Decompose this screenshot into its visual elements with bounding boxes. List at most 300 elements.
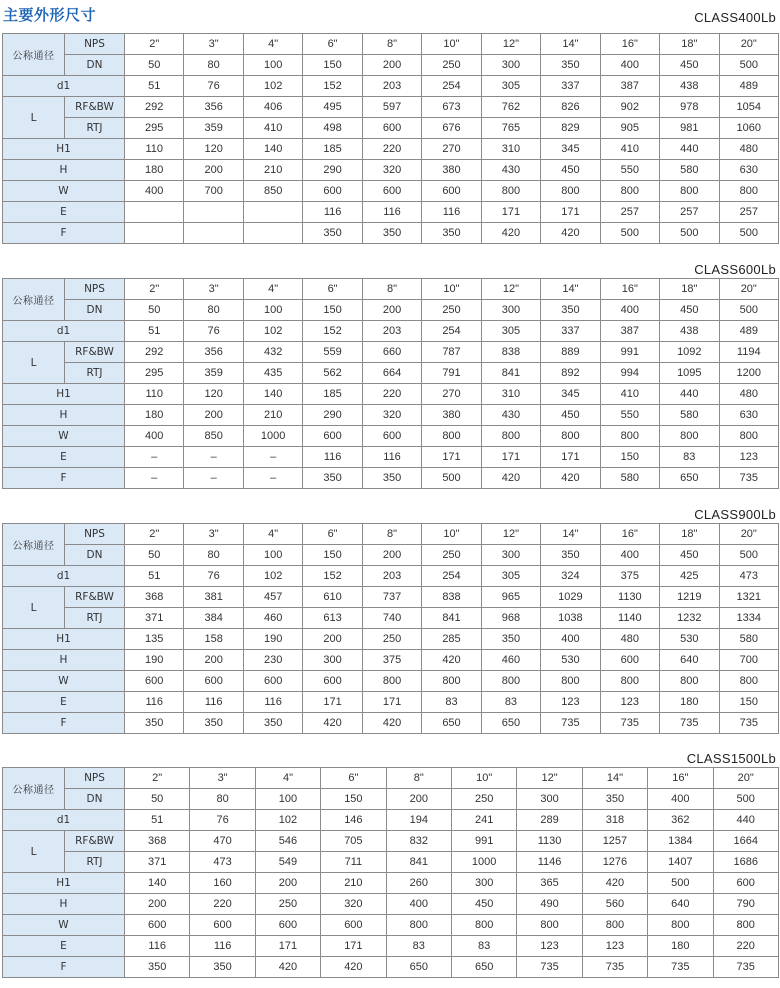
table-cell: 800 <box>541 671 600 692</box>
table-cell: 250 <box>362 629 421 650</box>
table-cell: 420 <box>481 223 540 244</box>
table-cell: 700 <box>184 181 243 202</box>
table-cell: 8" <box>362 279 421 300</box>
table-cell: 203 <box>362 321 421 342</box>
table-cell: 160 <box>190 873 255 894</box>
table-cell: 20" <box>719 34 778 55</box>
table-cell: 20" <box>719 279 778 300</box>
table-cell: 14" <box>541 34 600 55</box>
table-cell: 254 <box>422 566 481 587</box>
table-cell: – <box>184 447 243 468</box>
table-cell: 498 <box>303 118 362 139</box>
table-cell: 210 <box>321 873 386 894</box>
table-row <box>3 768 779 789</box>
table-cell: 257 <box>719 202 778 223</box>
table-cell <box>243 223 302 244</box>
table-cell: 380 <box>422 160 481 181</box>
table-cell: 440 <box>660 384 719 405</box>
table-cell: 549 <box>255 852 320 873</box>
table-cell: 800 <box>481 671 540 692</box>
table-cell: 4" <box>243 279 302 300</box>
table-cell: 2" <box>125 34 184 55</box>
table-cell: 630 <box>719 405 778 426</box>
table-cell: 826 <box>541 97 600 118</box>
table-cell <box>184 202 243 223</box>
table-cell: 600 <box>422 181 481 202</box>
table-cell: 368 <box>125 587 184 608</box>
table-cell: 6" <box>303 34 362 55</box>
table-cell: 185 <box>303 139 362 160</box>
table-cell: 735 <box>719 468 778 489</box>
table-cell: 800 <box>422 671 481 692</box>
table-cell: 368 <box>125 831 190 852</box>
table-cell: 800 <box>660 671 719 692</box>
d1-header: d1 <box>3 810 125 831</box>
table-row <box>3 447 779 468</box>
table-cell: 559 <box>303 342 362 363</box>
table-cell: 171 <box>541 202 600 223</box>
e-header: E <box>3 202 125 223</box>
table-cell: 257 <box>660 202 719 223</box>
table-cell: 981 <box>660 118 719 139</box>
table-cell: 171 <box>362 692 421 713</box>
dn-header: DN <box>65 55 125 76</box>
table-cell: 180 <box>125 160 184 181</box>
table-cell: 800 <box>582 915 647 936</box>
table-cell: 790 <box>713 894 778 915</box>
table-cell: 562 <box>303 363 362 384</box>
table-cell: 787 <box>422 342 481 363</box>
table-row <box>3 363 779 384</box>
table-cell: 350 <box>422 223 481 244</box>
table-cell: 791 <box>422 363 481 384</box>
table-row <box>3 384 779 405</box>
table-row <box>3 713 779 734</box>
table-cell: 305 <box>481 76 540 97</box>
table-cell: 123 <box>541 692 600 713</box>
table-cell: 14" <box>582 768 647 789</box>
table-cell: 14" <box>541 524 600 545</box>
table-cell: 220 <box>190 894 255 915</box>
table-cell: 420 <box>255 957 320 978</box>
table-cell: 375 <box>362 650 421 671</box>
table-cell: 171 <box>541 447 600 468</box>
table-cell: 10" <box>451 768 516 789</box>
table-cell: 200 <box>303 629 362 650</box>
table-cell: 10" <box>422 34 481 55</box>
table-cell: 100 <box>243 55 302 76</box>
table-cell: 600 <box>362 426 421 447</box>
table-cell: 1257 <box>582 831 647 852</box>
table-cell: 800 <box>481 426 540 447</box>
table-cell: 123 <box>517 936 582 957</box>
table-cell: 2" <box>125 768 190 789</box>
table-cell: 435 <box>243 363 302 384</box>
f-header: F <box>3 468 125 489</box>
table-cell: 150 <box>321 789 386 810</box>
table-cell: 613 <box>303 608 362 629</box>
table-cell: 6" <box>303 524 362 545</box>
table-cell: 597 <box>362 97 421 118</box>
table-cell: 300 <box>517 789 582 810</box>
table-cell: 892 <box>541 363 600 384</box>
table-cell: 905 <box>600 118 659 139</box>
table-cell: – <box>125 468 184 489</box>
table-cell: 600 <box>255 915 320 936</box>
table-cell: 600 <box>303 426 362 447</box>
table-cell: 800 <box>451 915 516 936</box>
table-cell: 800 <box>648 915 713 936</box>
table-cell: 83 <box>481 692 540 713</box>
table-cell: 711 <box>321 852 386 873</box>
table-cell: 16" <box>600 279 659 300</box>
table-cell: 600 <box>243 671 302 692</box>
table-cell: 318 <box>582 810 647 831</box>
table-cell: 495 <box>303 97 362 118</box>
table-cell: 640 <box>660 650 719 671</box>
table-cell: 51 <box>125 321 184 342</box>
table-cell: 200 <box>362 55 421 76</box>
table-cell: 320 <box>362 160 421 181</box>
table-cell <box>125 223 184 244</box>
table-cell: 432 <box>243 342 302 363</box>
table-cell: 350 <box>362 223 421 244</box>
table-cell: 700 <box>719 650 778 671</box>
table-cell: 580 <box>719 629 778 650</box>
table-cell: 171 <box>303 692 362 713</box>
table-row <box>3 342 779 363</box>
w-header: W <box>3 671 125 692</box>
table-row <box>3 321 779 342</box>
table-cell: 650 <box>451 957 516 978</box>
table-cell: 991 <box>600 342 659 363</box>
d1-header: d1 <box>3 566 125 587</box>
table-cell: 16" <box>600 34 659 55</box>
table-cell: 80 <box>184 545 243 566</box>
table-cell: 80 <box>190 789 255 810</box>
table-cell: 150 <box>303 300 362 321</box>
table-cell: 1232 <box>660 608 719 629</box>
table-cell: 387 <box>600 76 659 97</box>
table-cell: 10" <box>422 279 481 300</box>
table-row <box>3 300 779 321</box>
table-cell: 735 <box>541 713 600 734</box>
l-header: L <box>3 97 65 139</box>
table-cell: 500 <box>648 873 713 894</box>
table-cell: 76 <box>184 566 243 587</box>
table-cell: 83 <box>660 447 719 468</box>
table-row <box>3 223 779 244</box>
table-row <box>3 789 779 810</box>
table-cell: 410 <box>243 118 302 139</box>
table-cell: 380 <box>422 405 481 426</box>
table-cell: 660 <box>362 342 421 363</box>
table-cell: 600 <box>303 181 362 202</box>
table-cell: 200 <box>362 300 421 321</box>
table-cell: 630 <box>719 160 778 181</box>
table-cell: 1054 <box>719 97 778 118</box>
dimension-table <box>2 523 779 734</box>
table-cell: 1219 <box>660 587 719 608</box>
table-row <box>3 831 779 852</box>
table-cell: 400 <box>125 181 184 202</box>
table-cell: 450 <box>660 545 719 566</box>
table-cell: 8" <box>362 524 421 545</box>
table-cell: 650 <box>386 957 451 978</box>
table-cell: 500 <box>719 545 778 566</box>
table-cell: 359 <box>184 363 243 384</box>
table-cell: 200 <box>125 894 190 915</box>
table-cell: 1146 <box>517 852 582 873</box>
table-cell: 800 <box>600 426 659 447</box>
table-cell: 735 <box>582 957 647 978</box>
table-cell: 440 <box>660 139 719 160</box>
table-cell: 1130 <box>517 831 582 852</box>
table-cell: 50 <box>125 789 190 810</box>
table-cell: 345 <box>541 384 600 405</box>
table-cell: 530 <box>541 650 600 671</box>
table-cell: 140 <box>125 873 190 894</box>
table-cell: 1384 <box>648 831 713 852</box>
table-cell: 480 <box>719 139 778 160</box>
table-cell: 473 <box>719 566 778 587</box>
table-cell: 600 <box>125 915 190 936</box>
nominal-diameter-header: 公称通径 <box>3 524 65 566</box>
table-cell: 425 <box>660 566 719 587</box>
table-cell: 116 <box>125 936 190 957</box>
table-cell: 116 <box>303 447 362 468</box>
table-cell: 902 <box>600 97 659 118</box>
table-cell: 450 <box>541 160 600 181</box>
table-cell: 200 <box>184 160 243 181</box>
table-row <box>3 118 779 139</box>
table-cell: 295 <box>125 363 184 384</box>
table-cell: 1407 <box>648 852 713 873</box>
table-cell: 310 <box>481 139 540 160</box>
table-cell: 420 <box>362 713 421 734</box>
table-cell: 460 <box>481 650 540 671</box>
class-label: CLASS400Lb <box>694 10 776 25</box>
table-cell: 220 <box>362 139 421 160</box>
table-cell: 12" <box>517 768 582 789</box>
table-cell: 10" <box>422 524 481 545</box>
table-cell: 800 <box>600 671 659 692</box>
table-cell: 220 <box>713 936 778 957</box>
table-cell: 600 <box>190 915 255 936</box>
table-row <box>3 936 779 957</box>
table-cell: 889 <box>541 342 600 363</box>
h1-header: H1 <box>3 139 125 160</box>
table-cell: 850 <box>184 426 243 447</box>
table-cell: 51 <box>125 76 184 97</box>
table-cell: 3" <box>184 279 243 300</box>
table-row <box>3 810 779 831</box>
table-cell: 16" <box>600 524 659 545</box>
table-row <box>3 852 779 873</box>
table-cell: 3" <box>190 768 255 789</box>
table-cell: 102 <box>255 810 320 831</box>
dimension-table <box>2 278 779 489</box>
f-header: F <box>3 223 125 244</box>
table-row <box>3 279 779 300</box>
table-cell: 473 <box>190 852 255 873</box>
table-cell: 420 <box>321 957 386 978</box>
table-row <box>3 139 779 160</box>
table-cell: 80 <box>184 55 243 76</box>
f-header: F <box>3 713 125 734</box>
table-row <box>3 405 779 426</box>
table-cell: 300 <box>481 300 540 321</box>
rfbw-header: RF&BW <box>65 97 125 118</box>
e-header: E <box>3 692 125 713</box>
table-cell: 470 <box>190 831 255 852</box>
table-cell: 152 <box>303 321 362 342</box>
h-header: H <box>3 650 125 671</box>
table-row <box>3 671 779 692</box>
table-cell: 800 <box>541 181 600 202</box>
table-cell: 2" <box>125 279 184 300</box>
table-cell: 800 <box>660 426 719 447</box>
table-cell: 289 <box>517 810 582 831</box>
table-cell: 345 <box>541 139 600 160</box>
table-cell: 300 <box>303 650 362 671</box>
table-cell: – <box>184 468 243 489</box>
table-cell: 420 <box>303 713 362 734</box>
table-row <box>3 202 779 223</box>
table-cell: 460 <box>243 608 302 629</box>
table-cell: 580 <box>660 405 719 426</box>
table-cell: 800 <box>517 915 582 936</box>
l-header: L <box>3 831 65 873</box>
table-cell: 2" <box>125 524 184 545</box>
table-cell: 171 <box>422 447 481 468</box>
table-row <box>3 97 779 118</box>
table-cell: 18" <box>660 34 719 55</box>
table-cell: 420 <box>541 223 600 244</box>
h-header: H <box>3 160 125 181</box>
table-row <box>3 650 779 671</box>
table-cell: 230 <box>243 650 302 671</box>
f-header: F <box>3 957 125 978</box>
table-row <box>3 468 779 489</box>
table-cell: 800 <box>719 671 778 692</box>
table-cell: 350 <box>125 713 184 734</box>
table-cell: 150 <box>303 545 362 566</box>
nps-header: NPS <box>65 279 125 300</box>
table-cell: 1095 <box>660 363 719 384</box>
table-cell: 450 <box>451 894 516 915</box>
table-cell: 350 <box>125 957 190 978</box>
table-cell: 410 <box>600 139 659 160</box>
table-cell: 490 <box>517 894 582 915</box>
table-cell: 500 <box>422 468 481 489</box>
table-cell: 600 <box>362 181 421 202</box>
table-cell: 254 <box>422 321 481 342</box>
table-cell: 500 <box>600 223 659 244</box>
table-cell: 560 <box>582 894 647 915</box>
table-cell: 14" <box>541 279 600 300</box>
table-cell: 735 <box>660 713 719 734</box>
table-row <box>3 76 779 97</box>
table-cell: 650 <box>660 468 719 489</box>
w-header: W <box>3 181 125 202</box>
table-cell: 123 <box>719 447 778 468</box>
table-cell: 1334 <box>719 608 778 629</box>
table-cell: 400 <box>600 545 659 566</box>
table-cell: 600 <box>303 671 362 692</box>
table-cell: 310 <box>481 384 540 405</box>
table-cell: 76 <box>190 810 255 831</box>
table-cell: 102 <box>243 321 302 342</box>
table-cell: 116 <box>184 692 243 713</box>
table-row <box>3 629 779 650</box>
table-cell: 20" <box>713 768 778 789</box>
d1-header: d1 <box>3 76 125 97</box>
table-row <box>3 915 779 936</box>
table-row <box>3 587 779 608</box>
table-cell: 12" <box>481 279 540 300</box>
table-cell: 290 <box>303 405 362 426</box>
table-cell: 4" <box>243 524 302 545</box>
table-cell: 800 <box>422 426 481 447</box>
table-cell: 100 <box>243 545 302 566</box>
table-cell: 150 <box>719 692 778 713</box>
table-cell: 800 <box>719 426 778 447</box>
table-cell: 500 <box>713 789 778 810</box>
table-cell: 171 <box>255 936 320 957</box>
table-cell: 650 <box>481 713 540 734</box>
table-cell: 800 <box>386 915 451 936</box>
table-cell: 120 <box>184 384 243 405</box>
table-cell: 664 <box>362 363 421 384</box>
table-cell: 500 <box>719 55 778 76</box>
table-cell: 76 <box>184 321 243 342</box>
class-label: CLASS1500Lb <box>686 751 776 766</box>
table-row <box>3 160 779 181</box>
table-cell: 50 <box>125 545 184 566</box>
table-cell: 80 <box>184 300 243 321</box>
table-cell: 190 <box>125 650 184 671</box>
page-title: 主要外形尺寸 <box>3 6 97 24</box>
table-cell: 150 <box>600 447 659 468</box>
table-cell: 12" <box>481 34 540 55</box>
table-cell: 550 <box>600 160 659 181</box>
table-cell: 200 <box>184 650 243 671</box>
dn-header: DN <box>65 545 125 566</box>
table-cell: 120 <box>184 139 243 160</box>
table-cell: 8" <box>362 34 421 55</box>
table-cell: 610 <box>303 587 362 608</box>
table-cell: 140 <box>243 139 302 160</box>
table-cell: 285 <box>422 629 481 650</box>
table-cell: 110 <box>125 139 184 160</box>
table-cell: 3" <box>184 524 243 545</box>
table-cell: 800 <box>713 915 778 936</box>
rfbw-header: RF&BW <box>65 831 125 852</box>
table-cell: 1140 <box>600 608 659 629</box>
table-cell <box>125 202 184 223</box>
table-cell: 200 <box>386 789 451 810</box>
nominal-diameter-header: 公称通径 <box>3 34 65 76</box>
table-cell: 600 <box>713 873 778 894</box>
h1-header: H1 <box>3 873 125 894</box>
table-cell: 123 <box>600 692 659 713</box>
table-cell: 1276 <box>582 852 647 873</box>
table-cell: 1029 <box>541 587 600 608</box>
class-label: CLASS900Lb <box>694 507 776 522</box>
h1-header: H1 <box>3 629 125 650</box>
table-cell: 800 <box>660 181 719 202</box>
